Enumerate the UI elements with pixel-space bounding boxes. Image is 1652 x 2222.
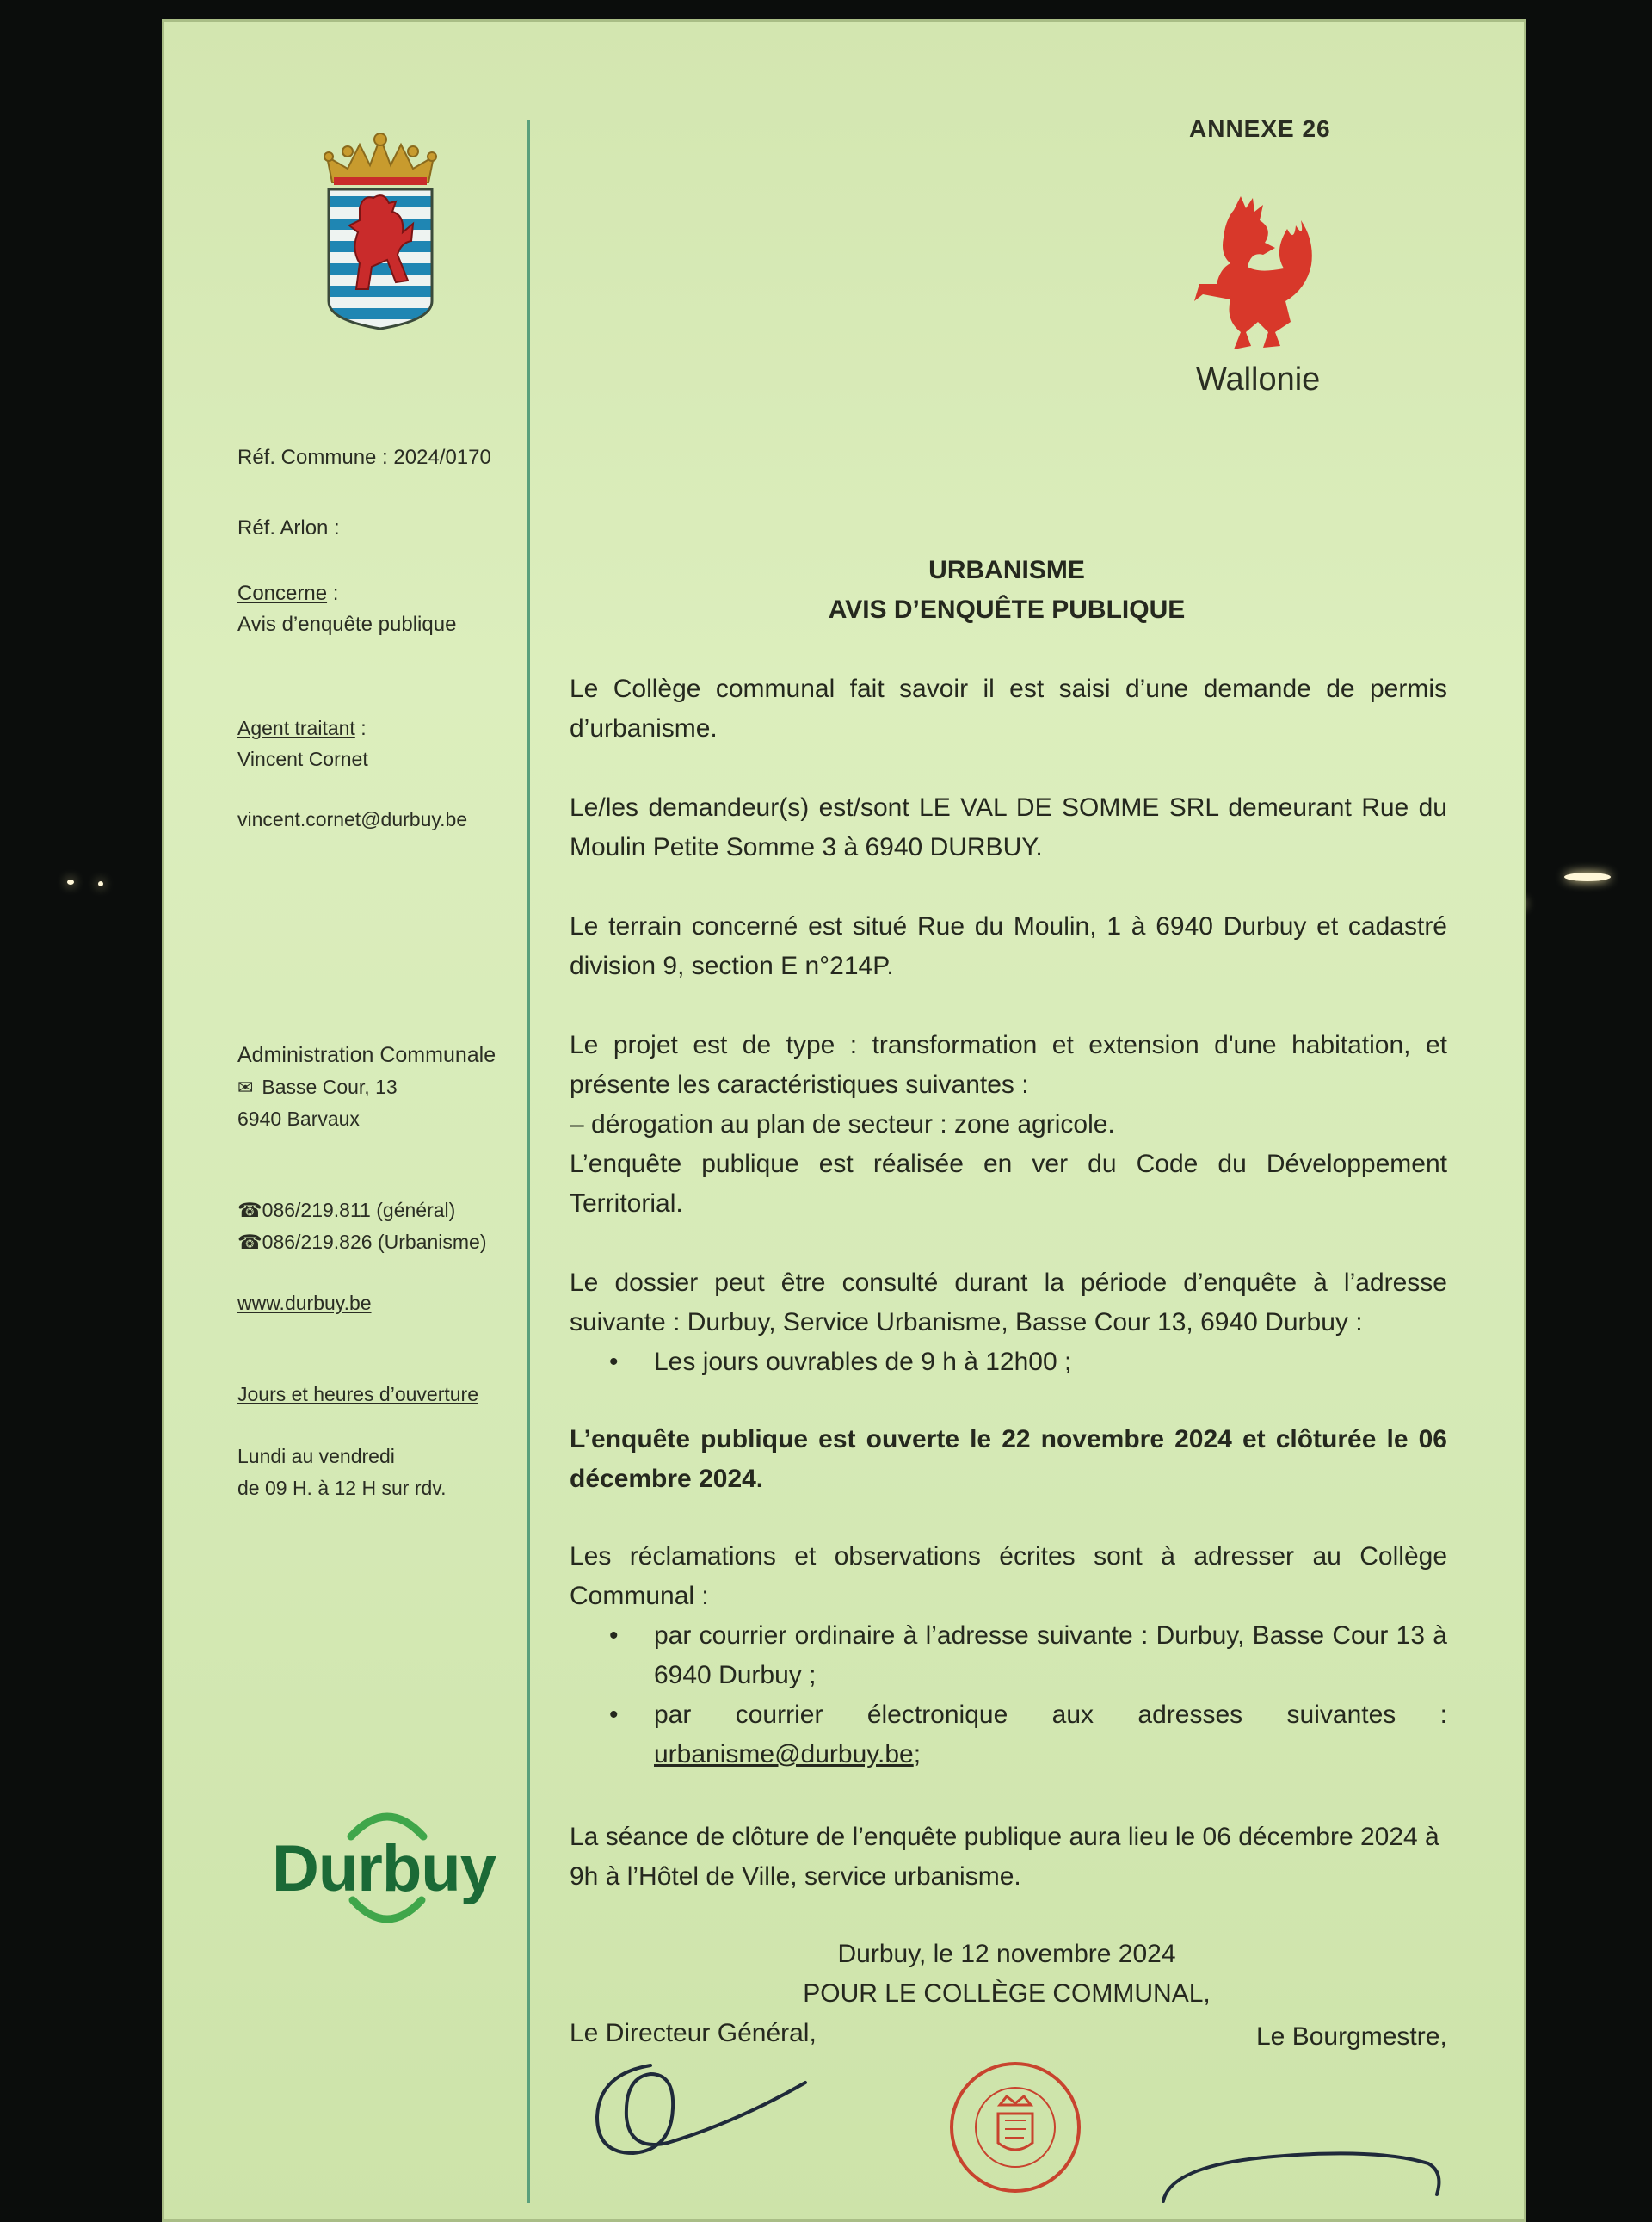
claims-email-item: [570, 1695, 1447, 1775]
signature-college: POUR LE COLLÈGE COMMUNAL,: [803, 1979, 1211, 2008]
durbuy-logo: [267, 1804, 499, 1941]
admin-city: 6940 Barvaux: [237, 1108, 360, 1130]
notice-title-1: URBANISME: [928, 556, 1085, 584]
durbuy-logo-text: Durbuy: [272, 1832, 496, 1905]
concerne-suffix: :: [327, 582, 339, 605]
window-glare-left-2: [98, 881, 103, 886]
consultation-hours: • Les jours ouvrables de 9 h à 12h00 ;: [570, 1342, 1447, 1382]
admin-block: [237, 1040, 496, 1135]
ref-arlon: Réf. Arlon :: [237, 516, 340, 540]
paragraph-applicant: Le/les demandeur(s) est/sont LE VAL DE SOMME SRL demeurant Rue du Moulin Petite Somme 3 à 6940 DURBUY.: [570, 793, 1447, 861]
claims-email-link[interactable]: urbanisme@durbuy.be: [654, 1740, 914, 1768]
phone-block: [237, 1194, 486, 1258]
coat-of-arms-icon: [318, 129, 442, 331]
ref-commune: Réf. Commune : 2024/0170: [237, 446, 491, 469]
project-code: L’enquête publique est réalisée en ver du Code du Développement Territorial.: [570, 1150, 1447, 1218]
signer-left-title: Le Directeur Général,: [570, 2019, 817, 2047]
window-glare-left: [67, 880, 74, 885]
claims-postal: • par courrier ordinaire à l’adresse suivante : Durbuy, Basse Cour 13 à 6940 Durbuy ;: [570, 1616, 1447, 1695]
phone-icon: ☎: [237, 1199, 262, 1221]
notice-title-2: AVIS D’ENQUÊTE PUBLIQUE: [828, 596, 1186, 624]
paragraph-consultation: [570, 1263, 1447, 1382]
agent-email[interactable]: vincent.cornet@durbuy.be: [237, 808, 468, 830]
claims-email-suffix: ;: [913, 1740, 922, 1768]
mail-icon: ✉: [237, 1077, 254, 1098]
phone-urbanisme[interactable]: 086/219.826 (Urbanisme): [262, 1231, 487, 1253]
signature-date: Durbuy, le 12 novembre 2024: [837, 1940, 1176, 1968]
column-divider: [527, 120, 530, 2203]
hours-title: Jours et heures d’ouverture: [237, 1383, 478, 1405]
admin-name: Administration Communale: [237, 1043, 496, 1067]
mayor-signature-icon: [1153, 2134, 1446, 2203]
commune-stamp-icon: [946, 2053, 1084, 2203]
admin-street: Basse Cour, 13: [262, 1076, 398, 1098]
hours-block: [237, 1441, 446, 1504]
wallonie-rooster-icon: [1191, 194, 1320, 358]
agent-label: Agent traitant: [237, 717, 355, 739]
window-glare-right: [1564, 873, 1611, 881]
concerne-label: Concerne: [237, 582, 328, 605]
annex-label: ANNEXE 26: [1189, 115, 1331, 142]
concerne-value: Avis d’enquête publique: [237, 613, 457, 636]
director-signature-icon: [590, 2048, 814, 2177]
agent-suffix: :: [354, 717, 367, 739]
phone-general[interactable]: 086/219.811 (général): [262, 1199, 456, 1221]
paragraph-claims: [570, 1537, 1447, 1775]
paragraph-project: [570, 1026, 1447, 1224]
project-derogation: – dérogation au plan de secteur : zone agricole.: [570, 1110, 1115, 1139]
agent-name: Vincent Cornet: [237, 748, 368, 770]
paragraph-dates: L’enquête publique est ouverte le 22 novembre 2024 et clôturée le 06 décembre 2024.: [570, 1425, 1447, 1493]
project-type: Le projet est de type : transformation et extension d'une habitation, et présente les caractéristiques suivantes :: [570, 1031, 1447, 1099]
claims-intro: Les réclamations et observations écrites sont à adresser au Collège Communal :: [570, 1542, 1447, 1610]
consultation-address: Le dossier peut être consulté durant la période d’enquête à l’adresse suivante : Durbuy, Service Urbanisme, Basse Cour 13, 6940 Durbuy :: [570, 1268, 1447, 1336]
hours-days: Lundi au vendredi: [237, 1445, 395, 1467]
signer-right-title: Le Bourgmestre,: [1256, 2022, 1447, 2051]
paragraph-demand: Le Collège communal fait savoir il est saisi d’une demande de permis d’urbanisme.: [570, 675, 1447, 743]
paragraph-closing-session: La séance de clôture de l’enquête publique aura lieu le 06 décembre 2024 à 9h à l’Hôtel de Ville, service urbanisme.: [570, 1823, 1439, 1891]
agent-block: [237, 713, 368, 775]
paragraph-land: Le terrain concerné est situé Rue du Moulin, 1 à 6940 Durbuy et cadastré division 9, section E n°214P.: [570, 912, 1447, 980]
claims-email-prefix: • par courrier électronique aux adresses suivantes :: [654, 1700, 1447, 1729]
phone-icon: ☎: [237, 1231, 262, 1253]
concerne-block: [237, 578, 456, 640]
region-name: Wallonie: [1196, 361, 1321, 398]
website-link[interactable]: www.durbuy.be: [237, 1292, 372, 1314]
hours-time: de 09 H. à 12 H sur rdv.: [237, 1477, 447, 1499]
